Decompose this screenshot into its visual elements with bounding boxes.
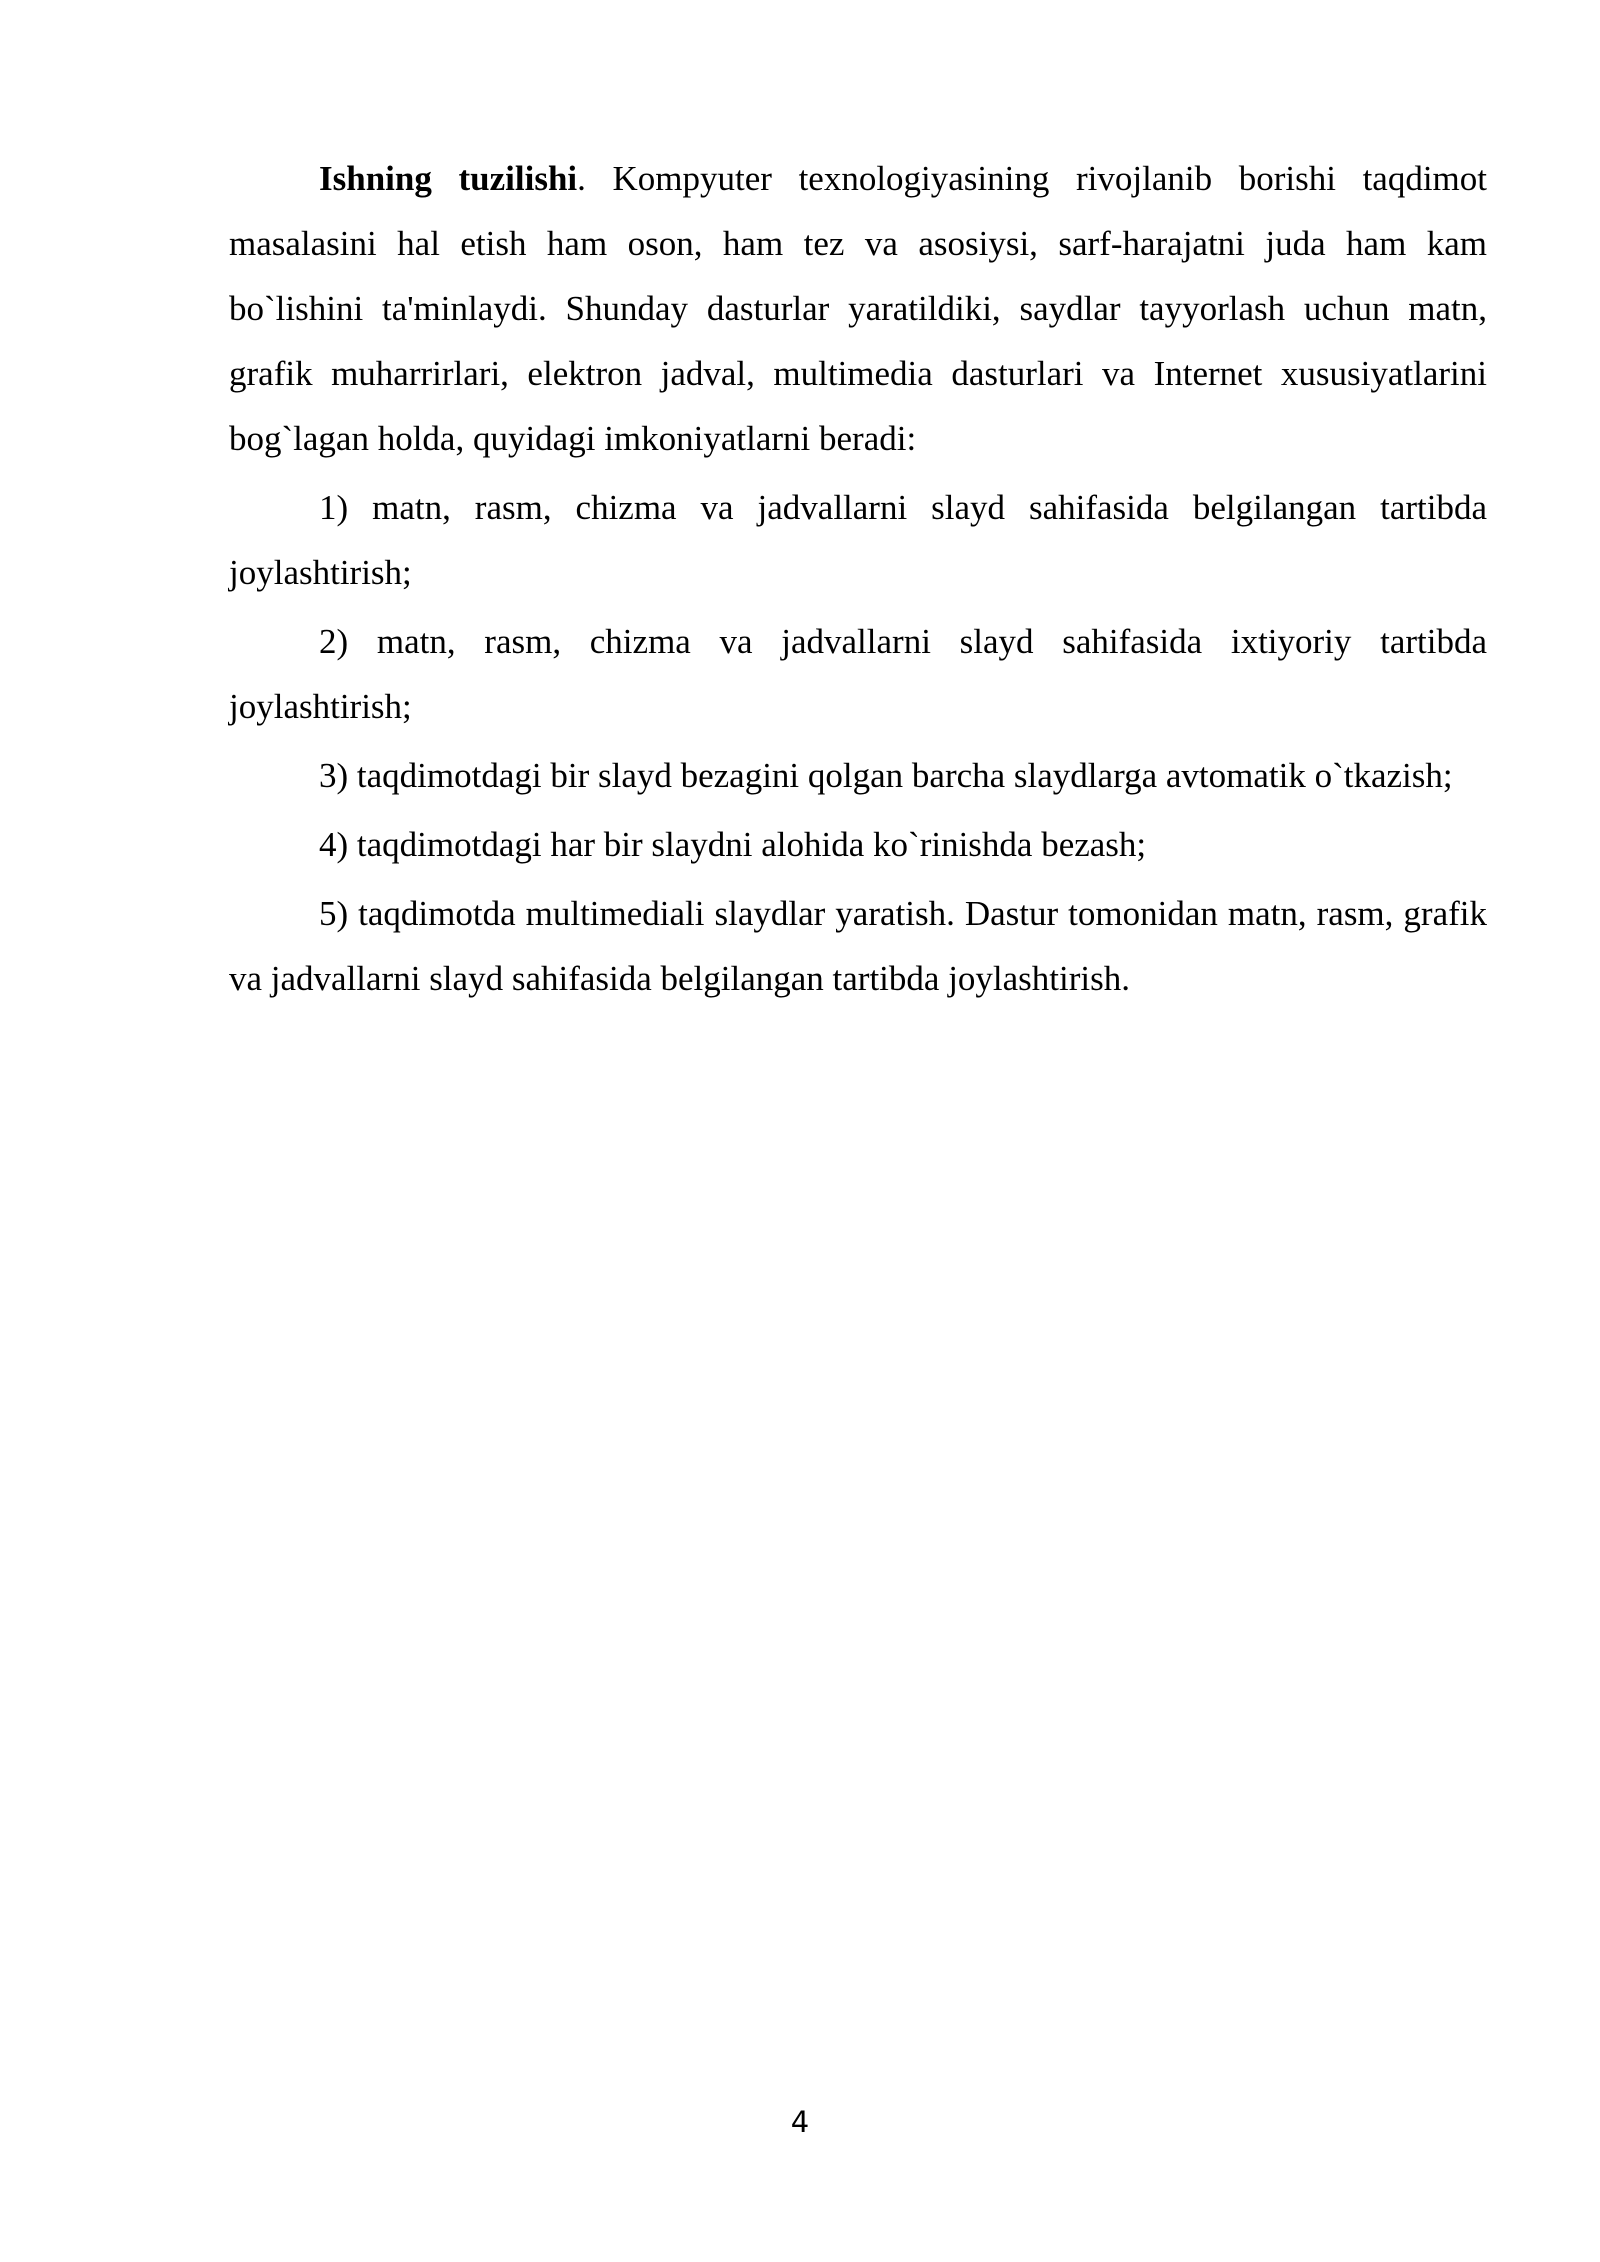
list-item-3: 3) taqdimotdagi bir slayd bezagini qolgan barcha slaydlarga avtomatik o`tkazish; (319, 756, 1453, 795)
intro-text: Kompyuter texnologiyasining rivojlanib borishi taqdimot masalasini hal etish ham oson, ham tez va asosiysi, sarf-harajatni juda ham kam bo`lishini ta'minlaydi. Shunday dasturlar yaratildiki, saydlar tayyorlash uchun matn, grafik muharrirlari, elektron jadval, multimedia dasturlari va Internet xususiyatlarini bog`lagan holda, quyidagi imkoniyatlarni beradi: (229, 159, 1488, 458)
list-item-2: 2) matn, rasm, chizma va jadvallarni slayd sahifasida ixtiyoriy tartibda joylashtirish; (229, 622, 1487, 726)
list-item-1: 1) matn, rasm, chizma va jadvallarni slayd sahifasida belgilangan tartibda joylashtirish; (229, 488, 1487, 592)
section-heading: Ishning tuzilishi (319, 159, 578, 198)
list-item-5: 5) taqdimotda multimediali slaydlar yaratish. Dastur tomonidan matn, rasm, grafik va jadvallarni slayd sahifasida belgilangan tartibda joylashtirish. (229, 894, 1487, 998)
page-body (229, 146, 1487, 1011)
page-number: 4 (790, 2105, 810, 2139)
intro-paragraph (229, 146, 1487, 471)
list-item-4: 4) taqdimotdagi har bir slaydni alohida ko`rinishda bezash; (319, 825, 1147, 864)
heading-period: . (577, 159, 586, 198)
